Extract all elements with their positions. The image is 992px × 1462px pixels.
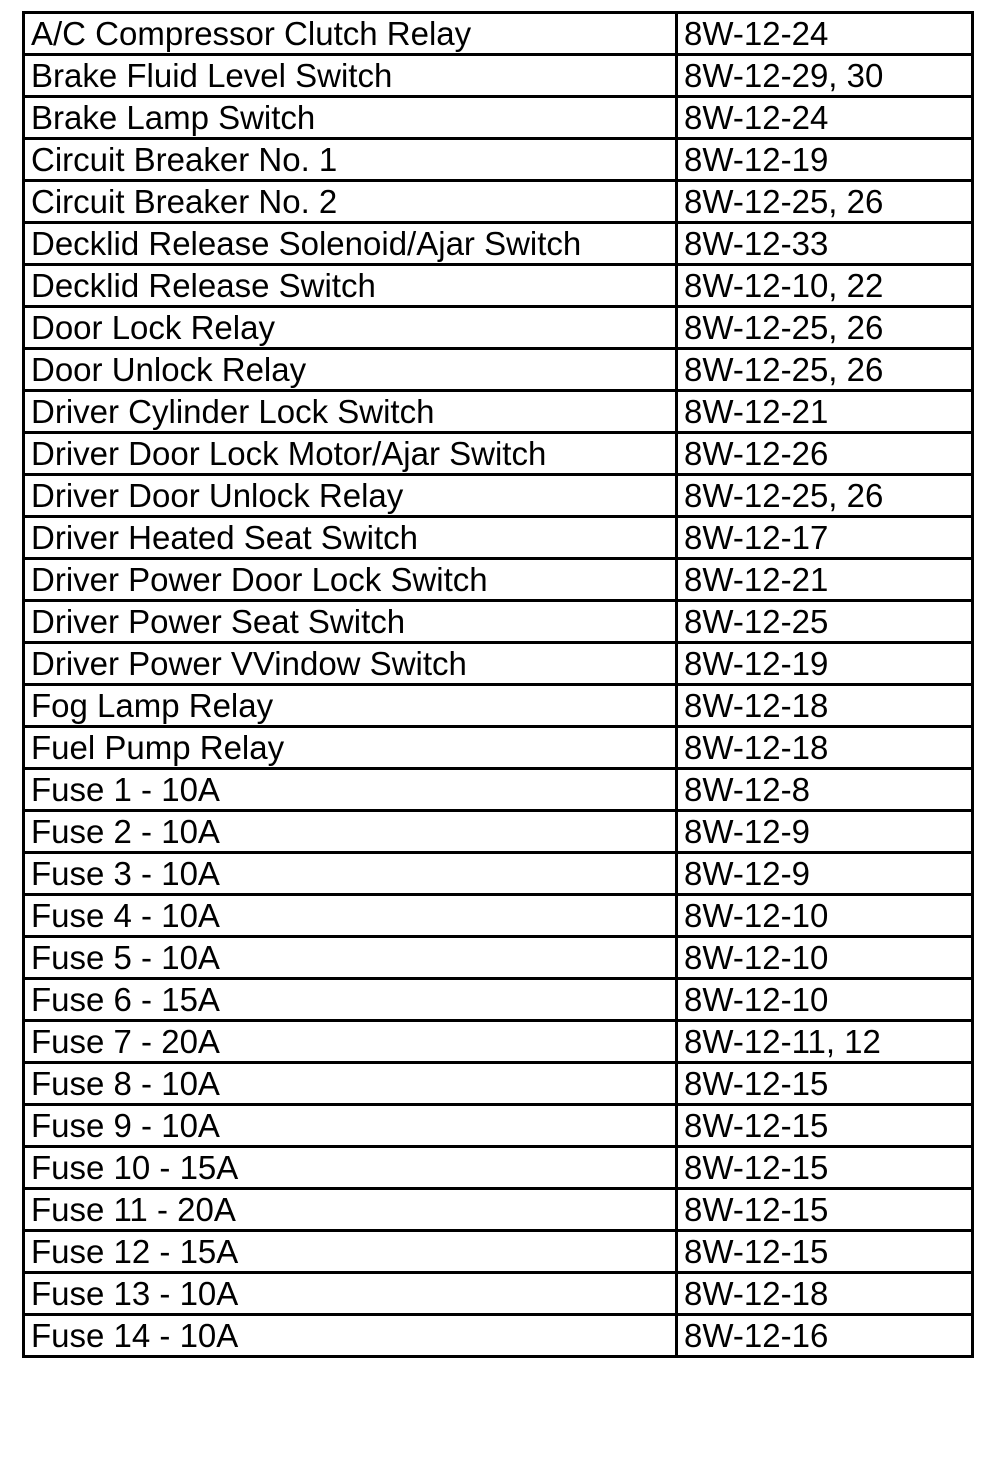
table-row <box>24 937 973 979</box>
table-row <box>24 1063 973 1105</box>
component-name-cell: Fuse 6 - 15A <box>24 979 677 1021</box>
page-reference-cell: 8W-12-33 <box>677 223 973 265</box>
table-row <box>24 769 973 811</box>
table-row <box>24 55 973 97</box>
table-row <box>24 97 973 139</box>
table-row <box>24 433 973 475</box>
table-row <box>24 265 973 307</box>
component-name-cell: A/C Compressor Clutch Relay <box>24 13 677 55</box>
table-row <box>24 223 973 265</box>
component-name-cell: Fuse 7 - 20A <box>24 1021 677 1063</box>
component-name-cell: Fuse 11 - 20A <box>24 1189 677 1231</box>
table-row <box>24 1021 973 1063</box>
component-name-cell: Fuse 3 - 10A <box>24 853 677 895</box>
component-name-cell: Fuel Pump Relay <box>24 727 677 769</box>
page-reference-cell: 8W-12-10 <box>677 937 973 979</box>
table-row <box>24 181 973 223</box>
table-row <box>24 1273 973 1315</box>
component-name-cell: Circuit Breaker No. 2 <box>24 181 677 223</box>
component-name-cell: Driver Cylinder Lock Switch <box>24 391 677 433</box>
page-reference-cell: 8W-12-25, 26 <box>677 475 973 517</box>
component-name-cell: Brake Fluid Level Switch <box>24 55 677 97</box>
component-name-cell: Fuse 5 - 10A <box>24 937 677 979</box>
table-row <box>24 139 973 181</box>
table-row <box>24 349 973 391</box>
page-reference-cell: 8W-12-18 <box>677 727 973 769</box>
page-reference-cell: 8W-12-25, 26 <box>677 181 973 223</box>
component-name-cell: Driver Power Seat Switch <box>24 601 677 643</box>
table-row <box>24 979 973 1021</box>
page-reference-cell: 8W-12-8 <box>677 769 973 811</box>
table-row <box>24 601 973 643</box>
component-name-cell: Driver Door Unlock Relay <box>24 475 677 517</box>
component-name-cell: Driver Power VVindow Switch <box>24 643 677 685</box>
component-name-cell: Fog Lamp Relay <box>24 685 677 727</box>
page-reference-cell: 8W-12-18 <box>677 1273 973 1315</box>
table-row <box>24 727 973 769</box>
page-reference-cell: 8W-12-25, 26 <box>677 349 973 391</box>
page-reference-cell: 8W-12-15 <box>677 1063 973 1105</box>
table-row <box>24 1231 973 1273</box>
table-row <box>24 685 973 727</box>
component-name-cell: Circuit Breaker No. 1 <box>24 139 677 181</box>
table-row <box>24 643 973 685</box>
component-name-cell: Fuse 9 - 10A <box>24 1105 677 1147</box>
component-name-cell: Door Lock Relay <box>24 307 677 349</box>
component-name-cell: Fuse 10 - 15A <box>24 1147 677 1189</box>
page-reference-cell: 8W-12-9 <box>677 811 973 853</box>
table-row <box>24 13 973 55</box>
page-reference-cell: 8W-12-10 <box>677 895 973 937</box>
component-name-cell: Driver Door Lock Motor/Ajar Switch <box>24 433 677 475</box>
component-name-cell: Fuse 14 - 10A <box>24 1315 677 1357</box>
page-reference-cell: 8W-12-21 <box>677 391 973 433</box>
component-name-cell: Fuse 1 - 10A <box>24 769 677 811</box>
component-name-cell: Fuse 8 - 10A <box>24 1063 677 1105</box>
component-name-cell: Decklid Release Switch <box>24 265 677 307</box>
table-body <box>24 13 973 1357</box>
page-reference-cell: 8W-12-25, 26 <box>677 307 973 349</box>
page-reference-cell: 8W-12-10 <box>677 979 973 1021</box>
table-row <box>24 517 973 559</box>
page-reference-cell: 8W-12-11, 12 <box>677 1021 973 1063</box>
page-reference-cell: 8W-12-15 <box>677 1189 973 1231</box>
page-reference-cell: 8W-12-26 <box>677 433 973 475</box>
page-reference-cell: 8W-12-24 <box>677 13 973 55</box>
component-index-table-container <box>22 11 971 1358</box>
component-name-cell: Fuse 4 - 10A <box>24 895 677 937</box>
table-row <box>24 853 973 895</box>
component-name-cell: Driver Power Door Lock Switch <box>24 559 677 601</box>
table-row <box>24 1315 973 1357</box>
table-row <box>24 811 973 853</box>
component-name-cell: Door Unlock Relay <box>24 349 677 391</box>
page-reference-cell: 8W-12-19 <box>677 139 973 181</box>
page-reference-cell: 8W-12-15 <box>677 1231 973 1273</box>
table-row <box>24 475 973 517</box>
component-name-cell: Brake Lamp Switch <box>24 97 677 139</box>
component-name-cell: Fuse 13 - 10A <box>24 1273 677 1315</box>
page-reference-cell: 8W-12-18 <box>677 685 973 727</box>
page-reference-cell: 8W-12-9 <box>677 853 973 895</box>
page-reference-cell: 8W-12-29, 30 <box>677 55 973 97</box>
table-row <box>24 1189 973 1231</box>
component-name-cell: Fuse 2 - 10A <box>24 811 677 853</box>
component-name-cell: Decklid Release Solenoid/Ajar Switch <box>24 223 677 265</box>
component-name-cell: Driver Heated Seat Switch <box>24 517 677 559</box>
page-reference-cell: 8W-12-24 <box>677 97 973 139</box>
page-reference-cell: 8W-12-19 <box>677 643 973 685</box>
table-row <box>24 391 973 433</box>
page-reference-cell: 8W-12-16 <box>677 1315 973 1357</box>
table-row <box>24 1147 973 1189</box>
page-reference-cell: 8W-12-15 <box>677 1147 973 1189</box>
component-name-cell: Fuse 12 - 15A <box>24 1231 677 1273</box>
page-reference-cell: 8W-12-10, 22 <box>677 265 973 307</box>
page-reference-cell: 8W-12-21 <box>677 559 973 601</box>
table-row <box>24 559 973 601</box>
table-row <box>24 1105 973 1147</box>
table-row <box>24 895 973 937</box>
table-row <box>24 307 973 349</box>
page-reference-cell: 8W-12-15 <box>677 1105 973 1147</box>
component-index-table <box>22 11 974 1358</box>
page-reference-cell: 8W-12-25 <box>677 601 973 643</box>
page-reference-cell: 8W-12-17 <box>677 517 973 559</box>
